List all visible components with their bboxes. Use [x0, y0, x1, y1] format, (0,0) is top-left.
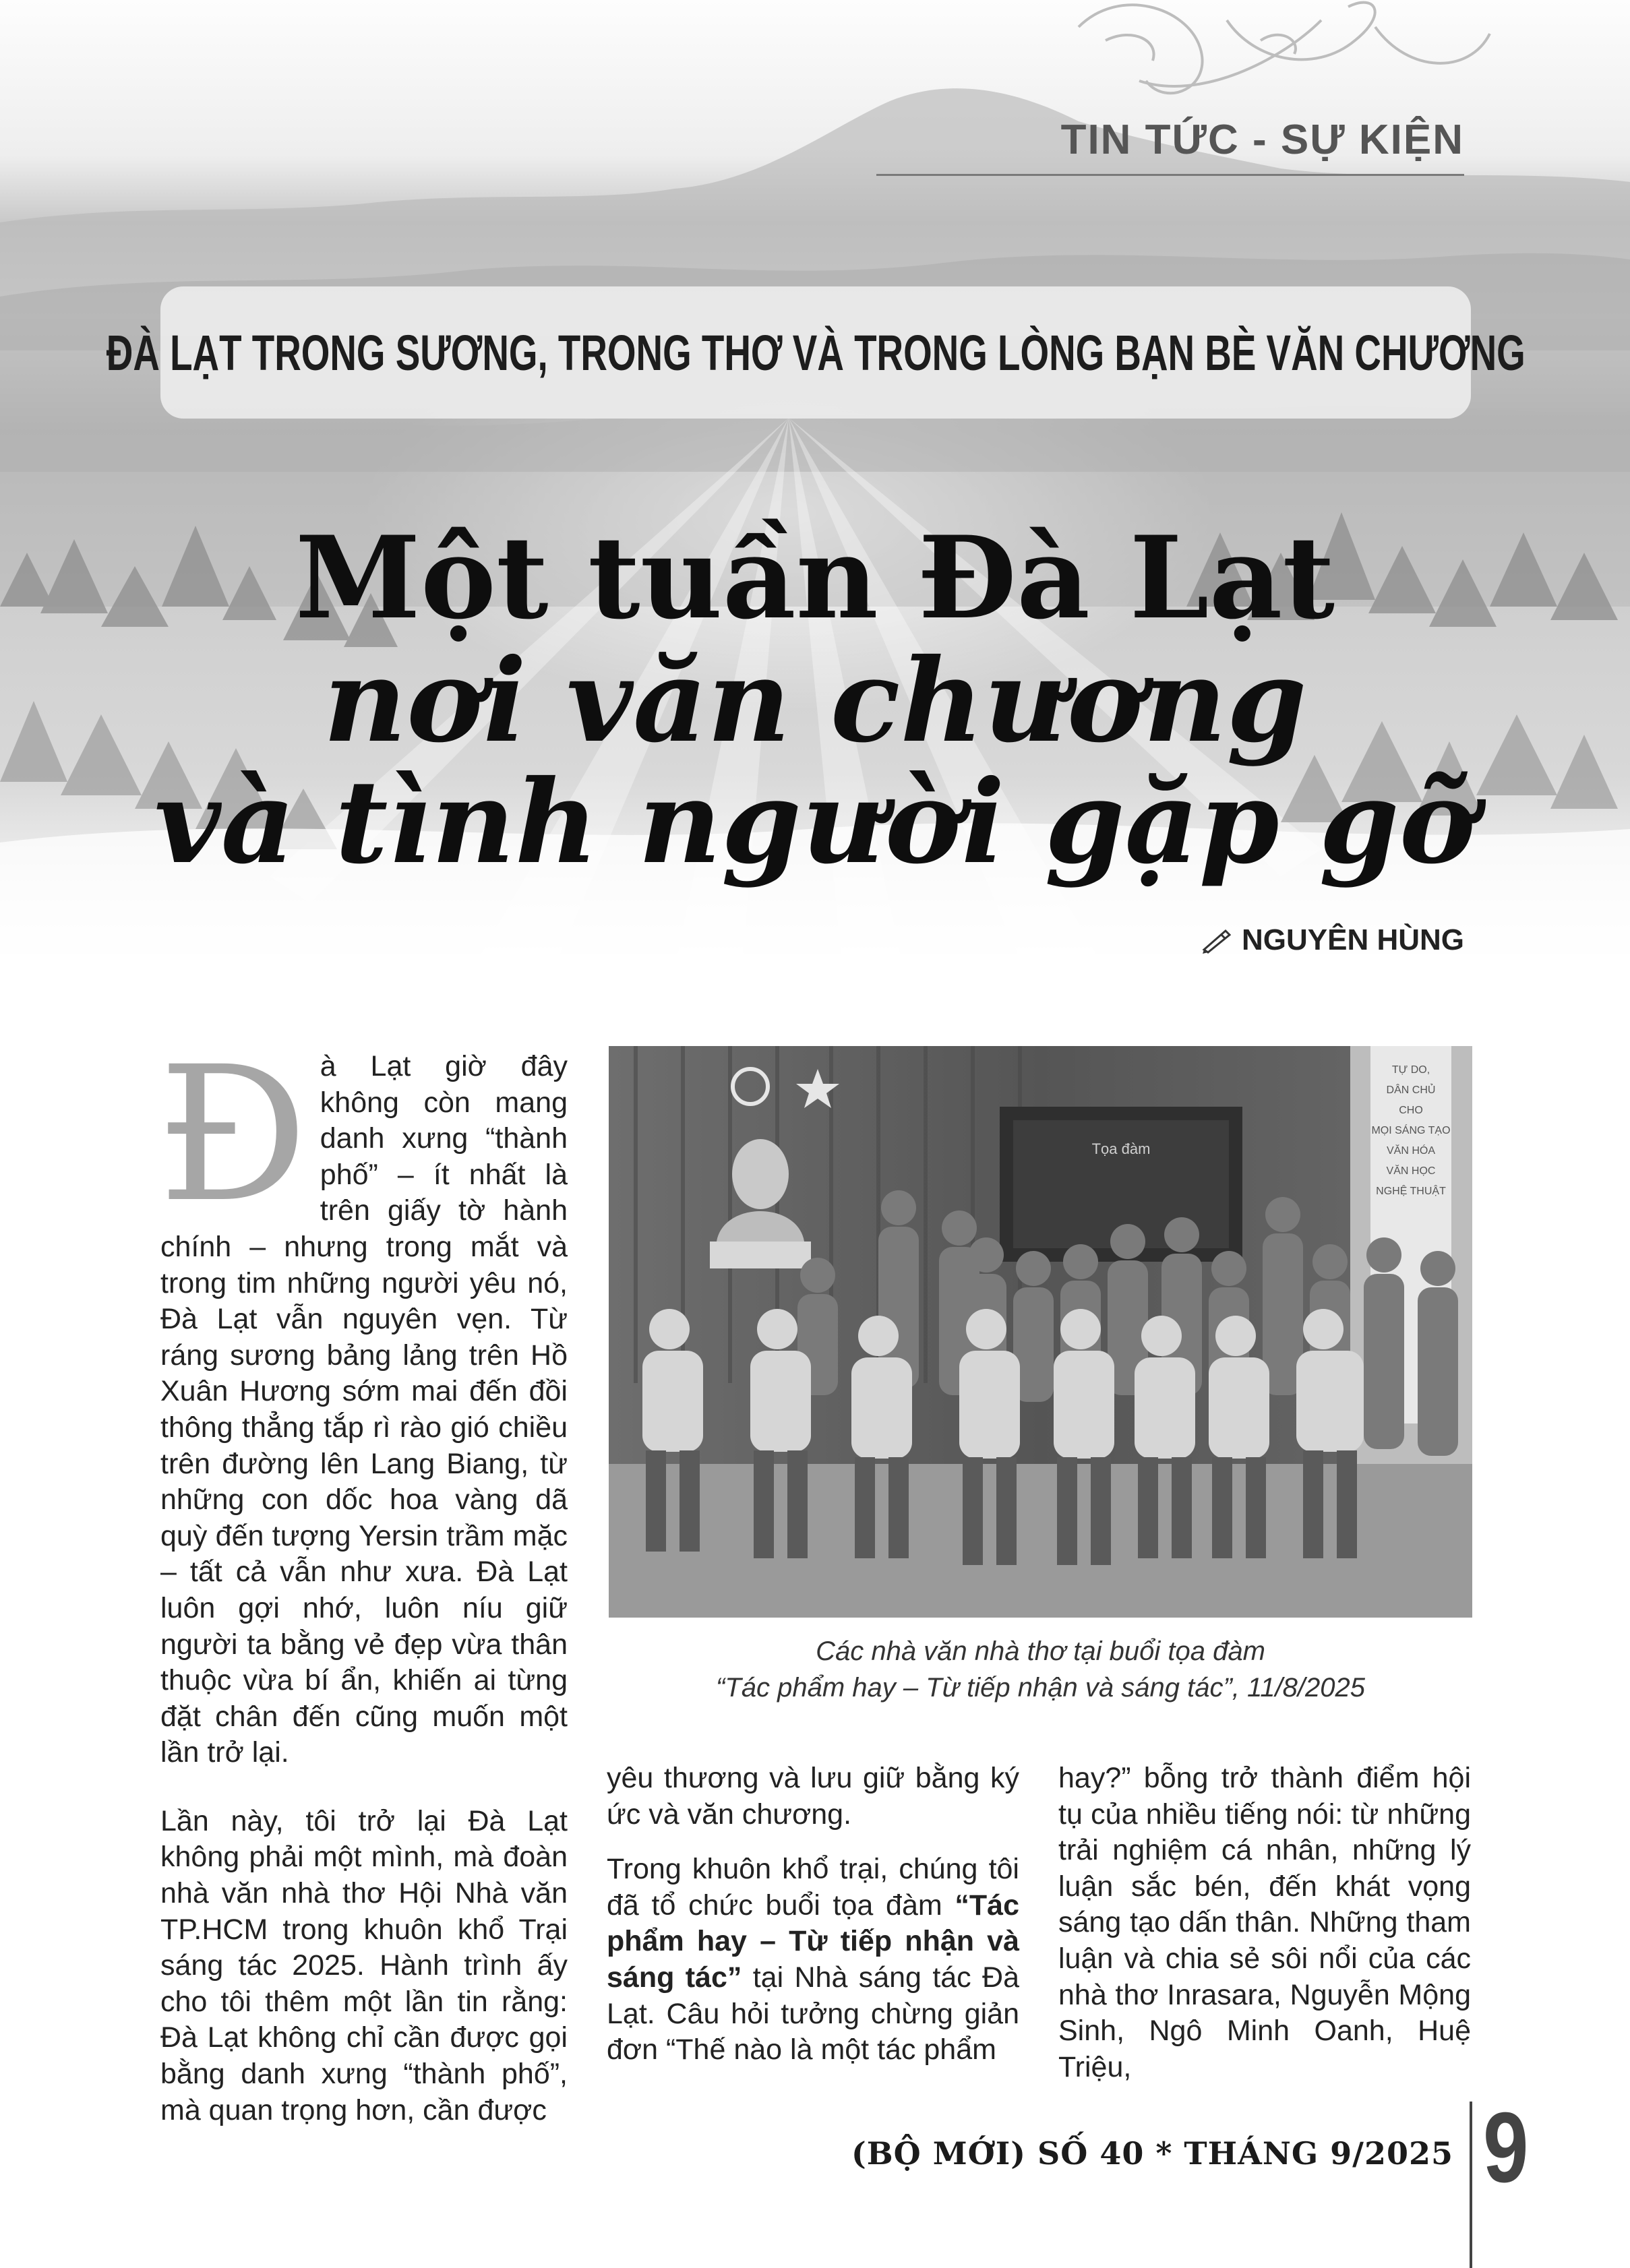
article-column-1: [158, 1027, 568, 2128]
section-tag: TIN TỨC - SỰ KIỆN: [1060, 117, 1464, 163]
issue-info: (BỘ MỚI) SỐ 40 * THÁNG 9/2025: [851, 2135, 1453, 2172]
author-name: NGUYÊN HÙNG: [1241, 923, 1464, 956]
article-column-3: [1058, 1760, 1471, 2085]
svg-text:VĂN HỌC: VĂN HỌC: [1386, 1165, 1436, 1177]
page-number: 9: [1483, 2092, 1529, 2203]
article-paragraph-5: hay?” bỗng trở thành điểm hội tụ của nhiều tiếng nói: từ những trải nghiệm cá nhân, những lý luận sắc bén, đến khát vọng sáng tạo dấn thân. Những tham luận và chia sẻ sôi nổi của các nhà thơ Inrasara, Nguyễn Mộng Sinh, Ngô Minh Oanh, Huệ Triệu,: [1058, 1762, 1471, 2083]
svg-text:VĂN HÓA: VĂN HÓA: [1386, 1145, 1436, 1157]
article-paragraph-3: yêu thương và lưu giữ bằng ký ức và văn chương.: [607, 1762, 1019, 1831]
paragraph-4-text-start: Trong khuôn khổ trại, chúng tôi đã tổ chức buổi tọa đàm: [607, 1853, 1019, 1922]
pen-icon: [1201, 927, 1232, 954]
article-paragraph-4: [607, 1851, 1019, 2068]
event-name: “Tác phẩm hay – Từ tiếp nhận và sáng tác”: [607, 1889, 1019, 1994]
article-title-line-3: và tình người gặp gỡ: [154, 755, 1476, 890]
svg-text:TỰ DO,: TỰ DO,: [1391, 1064, 1430, 1076]
article-title-line-2: nơi văn chương: [323, 634, 1307, 768]
article-paragraph-2: Lần này, tôi trở lại Đà Lạt không phải một mình, mà đoàn nhà văn nhà thơ Hội Nhà văn TP.HCM trong khuôn khổ Trại sáng tác 2025. Hành trình ấy cho tôi thêm một lần tin rằng: Đà Lạt không chỉ cần được gọi bằng danh xưng “thành phố”, mà quan trọng hơn, cần được: [160, 1804, 568, 2126]
photo-caption-line-2: “Tác phẩm hay – Từ tiếp nhận và sáng tác”, 11/8/2025: [716, 1673, 1365, 1703]
photo-caption: [609, 1633, 1472, 1706]
paragraph-4-text-end: tại Nhà sáng tác Đà Lạt. Câu hỏi tưởng chừng giản đơn “Thế nào là một tác phẩm: [607, 1961, 1019, 2066]
paragraph-1-text: à Lạt giờ đây không còn mang danh xưng “thành phố” – ít nhất là trên giấy tờ hành chính – nhưng trong mắt và trong tim những người yêu nó, Đà Lạt vẫn nguyên vẹn. Từ ráng sương bảng lảng trên Hồ Xuân Hương sớm mai đến đồi thông thẳng tắp rì rào gió chiều trên đường lên Lang Biang, từ những con dốc hoa vàng dã quỳ đến tượng Yersin trầm mặc – tất cả vẫn như xưa. Đà Lạt luôn gợi nhớ, luôn níu giữ người ta bằng vẻ đẹp vừa thân thuộc vừa bí ẩn, khiến ai từng đặt chân đến cũng muốn một lần trở lại.: [160, 1050, 568, 1769]
header-banner: [0, 0, 1630, 971]
group-photo: [609, 1046, 1472, 1618]
photo-caption-line-1: Các nhà văn nhà thơ tại buổi tọa đàm: [816, 1636, 1265, 1666]
article-kicker: ĐÀ LẠT TRONG SƯƠNG, TRONG THƠ VÀ TRONG LÒNG BẠN BÈ VĂN CHƯƠNG: [106, 324, 1526, 381]
page-number-rule: [1470, 2102, 1472, 2268]
article-column-2: [607, 1760, 1019, 2068]
svg-text:NGHỆ THUẬT: NGHỆ THUẬT: [1376, 1186, 1446, 1197]
drop-cap: Đ: [158, 1027, 308, 1244]
svg-text:MỌI SÁNG TẠO: MỌI SÁNG TẠO: [1371, 1125, 1451, 1136]
section-tag-rule: [876, 174, 1464, 176]
svg-text:DÂN CHỦ: DÂN CHỦ: [1386, 1084, 1436, 1096]
ornament-swirl: [1079, 3, 1490, 94]
article-paragraph-1: [158, 1027, 568, 1771]
svg-text:CHO: CHO: [1399, 1105, 1423, 1116]
kicker-box: [106, 286, 1526, 419]
article-title-line-1: Một tuần Đà Lạt: [295, 511, 1335, 644]
byline: [1201, 923, 1464, 957]
svg-text:Tọa đàm: Tọa đàm: [1091, 1140, 1151, 1157]
